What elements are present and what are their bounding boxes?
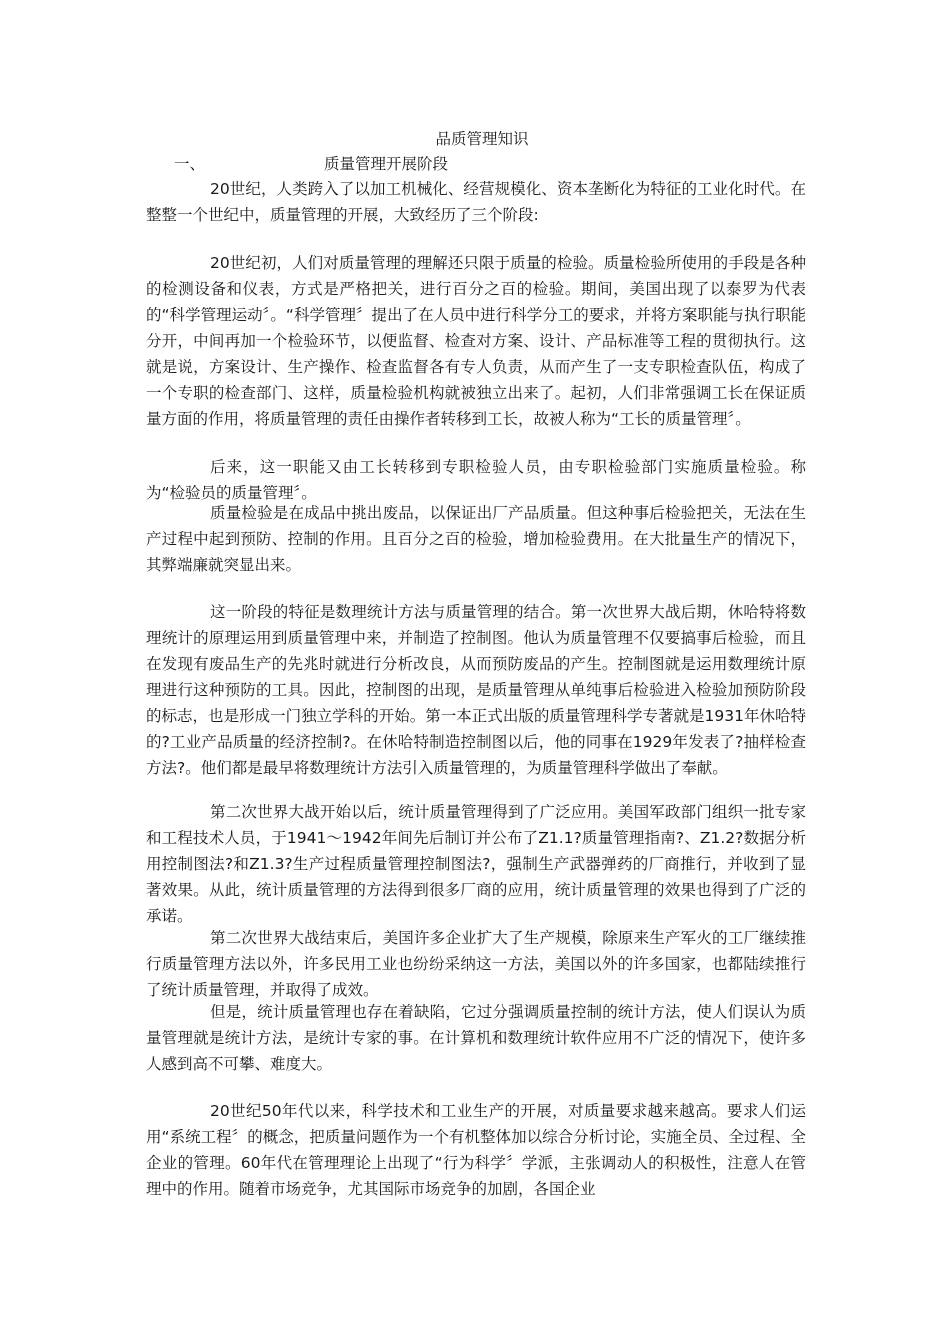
paragraph-postwar-adoption: 第二次世界大战结束后，美国许多企业扩大了生产规模，除原来生产军火的工厂继续推行质量管理方法以外，许多民用工业也纷纷采纳这一方法，美国以外的许多国家，也都陆续推行了统计质量管理，并取得了成效。	[146, 929, 806, 999]
paragraph-inspection-stage: 20世纪初，人们对质量管理的理解还只限于质量的检验。质量检验所使用的手段是各种的检测设备和仪表，方式是严格把关，进行百分之百的检验。期间，美国出现了以泰罗为代表的“科学管理运动〞。“科学管理〞提出了在人员中进行科学分工的要求，并将方案职能与执行职能分开，中间再加一个检验环节，以便监督、检查对方案、设计、产品标准等工程的贯彻执行。这就是说，方案设计、生产操作、检查监督各有专人负责，从而产生了一支专职检查队伍，构成了一个专职的检查部门、这样，质量检验机构就被独立出来了。起初，人们非常强调工长在保证质量方面的作用，将质量管理的责任由操作者转移到工长，故被人称为“工长的质量管理〞。	[146, 254, 806, 428]
paragraph-inspector-management: 后来，这一职能又由工长转移到专职检验人员，由专职检验部门实施质量检验。称为“检验员的质量管理〞。	[146, 458, 806, 502]
section-heading	[174, 151, 448, 177]
section-number: 一、	[174, 155, 206, 173]
document-title: 品质管理知识	[435, 130, 529, 148]
section-title: 质量管理开展阶段	[324, 155, 449, 173]
paragraph-statistical-stage: 这一阶段的特征是数理统计方法与质量管理的结合。第一次世界大战后期，休哈特将数理统计的原理运用到质量管理中来，并制造了控制图。他认为质量管理不仅要搞事后检验，而且在发现有废品生产的先兆时就进行分析改良，从而预防废品的产生。控制图就是运用数理统计原理进行这种预防的工具。因此，控制图的出现，是质量管理从单纯事后检验进入检验加预防阶段的标志，也是形成一门独立学科的开始。第一本正式出版的质量管理科学专著就是1931年休哈特的?工业产品质量的经济控制?。在休哈特制造控制图以后，他的同事在1929年发表了?抽样检查方法?。他们都是最早将数理统计方法引入质量管理的，为质量管理科学做出了奉献。	[146, 603, 806, 777]
paragraph-wwii-application: 第二次世界大战开始以后，统计质量管理得到了广泛应用。美国军政部门组织一批专家和工程技术人员，于1941～1942年间先后制订并公布了Z1.1?质量管理指南?、Z1.2?数据分析用控制图法?和Z1.3?生产过程质量管理控制图法?，强制生产武器弹药的厂商推行，并收到了显著效果。从此，统计质量管理的方法得到很多厂商的应用，统计质量管理的效果也得到了广泛的承诺。	[146, 803, 806, 925]
paragraph-statistical-drawbacks: 但是，统计质量管理也存在着缺陷，它过分强调质量控制的统计方法，使人们误认为质量管理就是统计方法，是统计专家的事。在计算机和数理统计软件应用不广泛的情况下，使许多人感到高不可攀、难度大。	[146, 1003, 806, 1073]
paragraph-total-quality-stage: 20世纪50年代以来，科学技术和工业生产的开展，对质量要求越来越高。要求人们运用“系统工程〞的概念，把质量问题作为一个有机整体加以综合分析讨论，实施全员、全过程、全企业的管理。60年代在管理理论上出现了“行为科学〞学派，主张调动人的积极性，注意人在管理中的作用。随着市场竞争，尤其国际市场竞争的加剧，各国企业	[146, 1102, 806, 1198]
paragraph-intro: 20世纪，人类跨入了以加工机械化、经营规模化、资本垄断化为特征的工业化时代。在整整一个世纪中，质量管理的开展，大致经历了三个阶段:	[146, 180, 806, 224]
paragraph-inspection-drawbacks: 质量检验是在成品中挑出废品，以保证出厂产品质量。但这种事后检验把关，无法在生产过程中起到预防、控制的作用。且百分之百的检验，增加检验费用。在大批量生产的情况下，其弊端廉就突显出来。	[146, 504, 806, 574]
